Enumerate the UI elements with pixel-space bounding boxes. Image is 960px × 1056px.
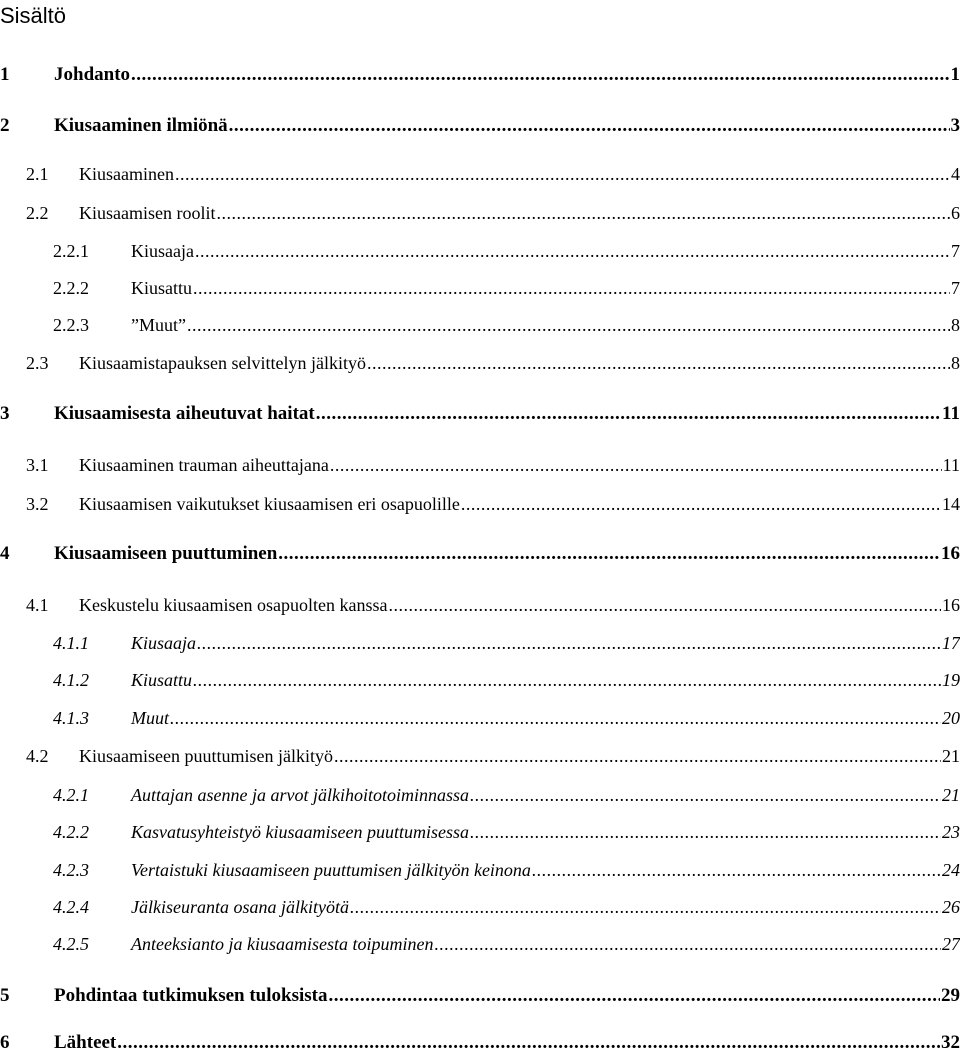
toc-entry-label: Vertaistuki kiusaamiseen puuttumisen jälkityön keinona: [131, 860, 531, 880]
toc-entry-row: [131, 894, 960, 920]
toc-entry-number: 4.2: [26, 746, 49, 766]
toc-entry-label: Anteeksianto ja kiusaamisesta toipuminen: [131, 934, 434, 954]
toc-entry-row: [131, 857, 960, 883]
toc-dot-leader: [434, 931, 941, 957]
toc-entry-page: 21: [942, 746, 960, 766]
toc-entry-number: 2.1: [26, 164, 49, 184]
toc-entry-label: Kiusaamisen roolit: [79, 203, 216, 223]
toc-entry-2-2-3[interactable]: [0, 312, 960, 338]
toc-entry-page: 7: [951, 278, 960, 298]
toc-entry-2-2[interactable]: [0, 200, 960, 226]
toc-dot-leader: [229, 113, 950, 139]
toc-entry-4-2-3[interactable]: [0, 857, 960, 883]
toc-entry-number: 2.2.1: [53, 241, 89, 261]
toc-entry-row: [54, 62, 960, 88]
toc-entry-label: Kiusaaja: [131, 633, 197, 653]
toc-entry-page: 20: [942, 708, 960, 728]
toc-entry-4-1-3[interactable]: [0, 705, 960, 731]
toc-entry-2[interactable]: [0, 113, 960, 139]
toc-entry-row: [79, 200, 960, 226]
toc-entry-number: 4.2.4: [53, 897, 89, 917]
toc-entry-4-1-1[interactable]: [0, 630, 960, 656]
toc-entry-row: [54, 983, 960, 1009]
toc-dot-leader: [316, 401, 941, 427]
toc-entry-number: 2.2.3: [53, 315, 89, 335]
toc-entry-row: [131, 275, 960, 301]
toc-entry-number: 4.2.5: [53, 934, 89, 954]
toc-entry-number: 4.1.1: [53, 633, 89, 653]
toc-entry-2-2-1[interactable]: [0, 238, 960, 264]
toc-entry-label: Kiusaamiseen puuttuminen: [54, 543, 278, 564]
toc-dot-leader: [197, 630, 941, 656]
toc-entry-row: [79, 592, 960, 618]
toc-entry-label: Lähteet: [54, 1032, 117, 1053]
toc-entry-number: 4.1: [26, 595, 49, 615]
toc-entry-label: Kiusaamiseen puuttumisen jälkityö: [79, 746, 333, 766]
toc-entry-label: Kiusaamisesta aiheutuvat haitat: [54, 403, 315, 424]
toc-dot-leader: [470, 782, 941, 808]
toc-entry-number: 4: [0, 543, 10, 564]
toc-entry-3[interactable]: [0, 401, 960, 427]
toc-entry-3-1[interactable]: [0, 452, 960, 478]
toc-dot-leader: [334, 743, 941, 769]
toc-entry-page: 23: [942, 822, 960, 842]
toc-entry-label: Kiusattu: [131, 670, 193, 690]
toc-entry-page: 8: [951, 353, 960, 373]
toc-entry-1[interactable]: [0, 62, 960, 88]
toc-entry-row: [54, 113, 960, 139]
toc-entry-page: 29: [941, 985, 960, 1006]
toc-entry-label: Kiusattu: [131, 278, 192, 298]
toc-dot-leader: [131, 62, 949, 88]
toc-dot-leader: [175, 161, 950, 187]
toc-entry-row: [131, 705, 960, 731]
toc-entry-label: Kiusaaminen trauman aiheuttajana: [79, 455, 329, 475]
toc-entry-label: Auttajan asenne ja arvot jälkihoitotoiminnassa: [131, 785, 469, 805]
toc-entry-number: 3.2: [26, 494, 49, 514]
toc-entry-4-2-4[interactable]: [0, 894, 960, 920]
toc-entry-2-3[interactable]: [0, 350, 960, 376]
toc-entry-row: [79, 350, 960, 376]
toc-entry-page: 14: [942, 494, 960, 514]
toc-entry-page: 32: [941, 1032, 960, 1053]
toc-dot-leader: [278, 541, 940, 567]
toc-dot-leader: [117, 1030, 940, 1056]
toc-entry-4-2[interactable]: [0, 743, 960, 769]
toc-entry-row: [131, 931, 960, 957]
toc-entry-page: 21: [942, 785, 960, 805]
toc-dot-leader: [532, 857, 941, 883]
toc-entry-row: [79, 161, 960, 187]
toc-entry-number: 4.2.1: [53, 785, 89, 805]
toc-entry-6[interactable]: [0, 1030, 960, 1056]
toc-entry-4-2-2[interactable]: [0, 819, 960, 845]
toc-dot-leader: [328, 983, 940, 1009]
toc-entry-4-2-1[interactable]: [0, 782, 960, 808]
toc-dot-leader: [388, 592, 941, 618]
toc-entry-number: 2.3: [26, 353, 49, 373]
toc-entry-page: 11: [942, 403, 960, 424]
toc-dot-leader: [461, 491, 941, 517]
toc-dot-leader: [470, 819, 941, 845]
toc-entry-page: 24: [942, 860, 960, 880]
toc-entry-row: [131, 782, 960, 808]
toc-entry-2-2-2[interactable]: [0, 275, 960, 301]
toc-entry-number: 3.1: [26, 455, 49, 475]
toc-entry-row: [131, 238, 960, 264]
toc-entry-page: 16: [942, 595, 960, 615]
toc-dot-leader: [330, 452, 942, 478]
toc-entry-label: Kiusaamisen vaikutukset kiusaamisen eri osapuolille: [79, 494, 460, 514]
toc-entry-4-1-2[interactable]: [0, 667, 960, 693]
toc-entry-number: 4.1.2: [53, 670, 89, 690]
toc-entry-row: [54, 1030, 960, 1056]
toc-entry-number: 4.2.3: [53, 860, 89, 880]
toc-entry-page: 4: [951, 164, 960, 184]
toc-entry-label: Jälkiseuranta osana jälkityötä: [131, 897, 349, 917]
toc-entry-number: 5: [0, 985, 10, 1006]
toc-entry-page: 7: [951, 241, 960, 261]
page-title: Sisältö: [0, 3, 67, 28]
toc-entry-page: 19: [942, 670, 960, 690]
toc-entry-page: 3: [950, 115, 960, 136]
toc-entry-4-2-5[interactable]: [0, 931, 960, 957]
toc-entry-label: Keskustelu kiusaamisen osapuolten kanssa: [79, 595, 388, 615]
toc-entry-4[interactable]: [0, 541, 960, 567]
toc-entry-label: Kiusaamistapauksen selvittelyn jälkityö: [79, 353, 366, 373]
toc-entry-number: 4.1.3: [53, 708, 89, 728]
toc-dot-leader: [170, 705, 941, 731]
toc-entry-number: 6: [0, 1032, 10, 1053]
toc-entry-row: [79, 743, 960, 769]
toc-entry-page: 11: [942, 455, 960, 475]
toc-entry-5[interactable]: [0, 983, 960, 1009]
toc-entry-row: [79, 452, 960, 478]
toc-entry-page: 6: [951, 203, 960, 223]
toc-entry-number: 2.2.2: [53, 278, 89, 298]
toc-entry-row: [79, 491, 960, 517]
toc-entry-number: 2.2: [26, 203, 49, 223]
toc-entry-label: Muut: [131, 708, 169, 728]
toc-dot-leader: [367, 350, 950, 376]
toc-dot-leader: [193, 275, 950, 301]
toc-entry-row: [131, 312, 960, 338]
toc-entry-label: Pohdintaa tutkimuksen tuloksista: [54, 985, 328, 1006]
toc-entry-row: [54, 541, 960, 567]
toc-entry-label: Kiusaaja: [131, 241, 194, 261]
toc-entry-2-1[interactable]: [0, 161, 960, 187]
toc-entry-label: Kasvatusyhteistyö kiusaamiseen puuttumisessa: [131, 822, 469, 842]
toc-entry-page: 26: [942, 897, 960, 917]
toc-entry-page: 27: [942, 934, 960, 954]
toc-entry-row: [131, 630, 960, 656]
toc-entry-label: Johdanto: [54, 64, 131, 85]
toc-dot-leader: [187, 312, 950, 338]
toc-entry-page: 16: [941, 543, 960, 564]
toc-entry-number: 3: [0, 403, 10, 424]
toc-entry-page: 8: [951, 315, 960, 335]
toc-entry-page: 1: [950, 64, 960, 85]
toc-entry-number: 1: [0, 64, 10, 85]
toc-entry-number: 2: [0, 115, 10, 136]
toc-dot-leader: [195, 238, 950, 264]
toc-entry-page: 17: [942, 633, 960, 653]
toc-entry-label: Kiusaaminen ilmiönä: [54, 115, 228, 136]
toc-entry-label: ”Muut”: [131, 315, 186, 335]
toc-entry-3-2[interactable]: [0, 491, 960, 517]
toc-dot-leader: [216, 200, 950, 226]
toc-entry-row: [131, 667, 960, 693]
toc-entry-label: Kiusaaminen: [79, 164, 174, 184]
toc-entry-row: [131, 819, 960, 845]
toc-entry-number: 4.2.2: [53, 822, 89, 842]
toc-dot-leader: [350, 894, 941, 920]
toc-dot-leader: [193, 667, 941, 693]
toc-entry-row: [54, 401, 960, 427]
toc-entry-4-1[interactable]: [0, 592, 960, 618]
